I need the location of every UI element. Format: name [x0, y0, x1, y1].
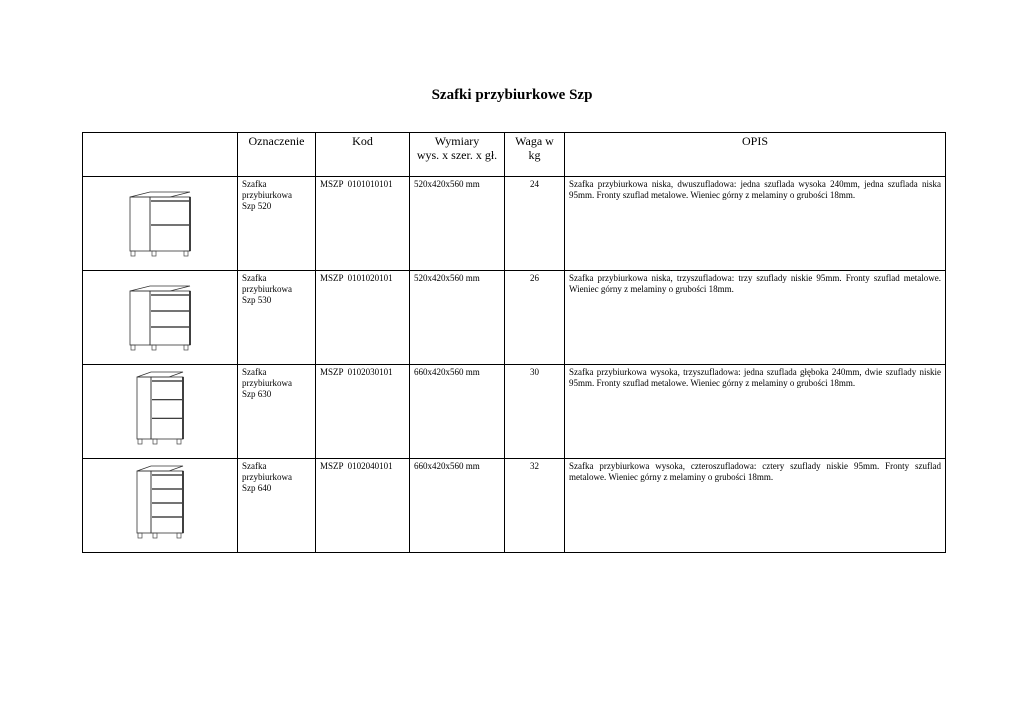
oznaczenie-line: Szp 630 [242, 389, 272, 399]
cabinet-drawing-cell [83, 459, 238, 553]
oznaczenie-line: Szafka [242, 179, 267, 189]
cabinet-drawing [115, 273, 205, 355]
cabinet-side-panel [130, 197, 150, 251]
opis-cell: Szafka przybiurkowa wysoka, czteroszufladowa: cztery szuflady niskie 95mm. Fronty szuflad metalowe. Wieniec górny z melaminy o grubości 18mm. [565, 459, 946, 553]
cabinet-front [151, 377, 183, 439]
cabinet-top-slab [137, 466, 183, 471]
oznaczenie-line: Szafka [242, 273, 267, 283]
oznaczenie-line: Szafka [242, 461, 267, 471]
waga-cell: 26 [505, 271, 565, 365]
caster-wheel [131, 345, 135, 350]
cabinet-side-panel [137, 471, 151, 533]
wymiary-cell: 520x420x560 mm [410, 177, 505, 271]
caster-wheel [184, 345, 188, 350]
kod-cell: MSZP 0101010101 [316, 177, 410, 271]
caster-wheel [152, 345, 156, 350]
kod-cell: MSZP 0102030101 [316, 365, 410, 459]
cabinet-drawing [115, 461, 205, 543]
header-oznaczenie: Oznaczenie [238, 133, 316, 177]
cabinet-side-panel [130, 291, 150, 345]
oznaczenie-cell [238, 365, 316, 459]
caster-wheel [153, 533, 157, 538]
caster-wheel [131, 251, 135, 256]
oznaczenie-cell [238, 459, 316, 553]
kod-cell: MSZP 0101020101 [316, 271, 410, 365]
waga-cell: 24 [505, 177, 565, 271]
caster-wheel [177, 533, 181, 538]
oznaczenie-line: Szp 640 [242, 483, 272, 493]
product-table [82, 132, 946, 553]
cabinet-side-panel [137, 377, 151, 439]
opis-cell: Szafka przybiurkowa niska, trzyszufladowa: trzy szuflady niskie 95mm. Fronty szuflad metalowe. Wieniec górny z melaminy o grubości 18mm. [565, 271, 946, 365]
table-row [83, 365, 946, 459]
opis-cell: Szafka przybiurkowa wysoka, trzyszufladowa: jedna szuflada głęboka 240mm, dwie szuflady niskie 95mm. Fronty szuflad metalowe. Wieniec górny z melaminy o grubości 18mm. [565, 365, 946, 459]
opis-cell: Szafka przybiurkowa niska, dwuszufladowa: jedna szuflada wysoka 240mm, jedna szuflada niska 95mm. Fronty szuflad metalowe. Wieniec górny z melaminy o grubości 18mm. [565, 177, 946, 271]
caster-wheel [152, 251, 156, 256]
cabinet-drawing-cell [83, 365, 238, 459]
oznaczenie-line: przybiurkowa [242, 378, 292, 388]
page-title: Szafki przybiurkowe Szp [431, 87, 593, 103]
header-waga-line1: Waga w [515, 134, 554, 148]
oznaczenie-line: Szafka [242, 367, 267, 377]
cabinet-drawing [115, 179, 205, 261]
header-opis: OPIS [565, 133, 946, 177]
waga-cell: 30 [505, 365, 565, 459]
table-row [83, 271, 946, 365]
wymiary-cell: 660x420x560 mm [410, 365, 505, 459]
caster-wheel [138, 533, 142, 538]
header-waga [505, 133, 565, 177]
header-wymiary-line1: Wymiary [434, 134, 480, 148]
wymiary-cell: 520x420x560 mm [410, 271, 505, 365]
kod-cell: MSZP 0102040101 [316, 459, 410, 553]
cabinet-drawing-cell [83, 271, 238, 365]
cabinet-drawing-cell [83, 177, 238, 271]
caster-wheel [138, 439, 142, 444]
header-image [83, 133, 238, 177]
wymiary-cell: 660x420x560 mm [410, 459, 505, 553]
caster-wheel [177, 439, 181, 444]
cabinet-top-slab [130, 192, 190, 197]
cabinet-drawing [115, 367, 205, 449]
table-header-row [83, 133, 946, 177]
oznaczenie-line: przybiurkowa [242, 190, 292, 200]
header-waga-line2: kg [528, 148, 541, 162]
caster-wheel [153, 439, 157, 444]
cabinet-front [150, 197, 190, 251]
oznaczenie-line: przybiurkowa [242, 472, 292, 482]
oznaczenie-cell [238, 271, 316, 365]
oznaczenie-line: Szp 520 [242, 201, 272, 211]
caster-wheel [184, 251, 188, 256]
cabinet-front [151, 471, 183, 533]
waga-cell: 32 [505, 459, 565, 553]
table-row [83, 177, 946, 271]
header-wymiary [410, 133, 505, 177]
cabinet-front [150, 291, 190, 345]
cabinet-top-slab [137, 372, 183, 377]
oznaczenie-line: Szp 530 [242, 295, 272, 305]
oznaczenie-line: przybiurkowa [242, 284, 292, 294]
header-kod: Kod [316, 133, 410, 177]
oznaczenie-cell [238, 177, 316, 271]
table-row [83, 459, 946, 553]
header-wymiary-line2: wys. x szer. x gł. [416, 148, 498, 162]
cabinet-top-slab [130, 286, 190, 291]
